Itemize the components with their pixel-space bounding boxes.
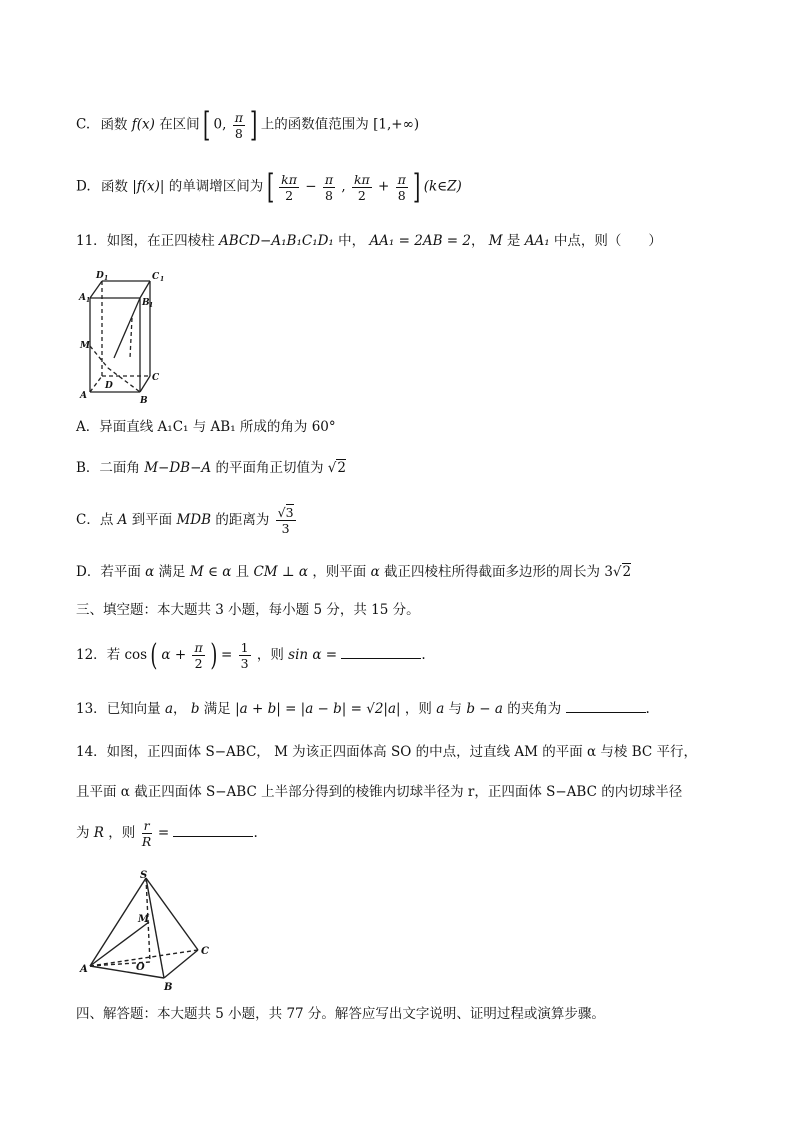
label-A2: A	[80, 964, 88, 975]
label-C: C	[152, 373, 160, 383]
label-A: A	[80, 391, 87, 401]
label-S: S	[140, 870, 148, 881]
section-4-heading: 四、解答题：本大题共 5 小题，共 77 分。解答应写出文字说明、证明过程或演算步骤。	[76, 1006, 605, 1022]
q11-option-d: D．若平面 α 满足 M ∈ α 且 CM ⊥ α ，则平面 α 截正四棱柱所得截面多边形的周长为 3√2	[76, 564, 632, 580]
q14-line-1: 14．如图，正四面体 S−ABC， M 为该正四面体高 SO 的中点，过直线 AM 的平面 α 与棱 BC 平行，	[76, 744, 698, 760]
q11-option-a: A．异面直线 A₁C₁ 与 AB₁ 所成的角为 60°	[76, 419, 336, 435]
q14-line-2: 且平面 α 截正四面体 S−ABC 上半部分得到的棱锥内切球半径为 r，正四面体 S−ABC 的内切球半径	[76, 784, 683, 800]
q11-option-b: B．二面角 M−DB−A 的平面角正切值为 √2	[76, 460, 346, 476]
section-3-heading: 三、填空题：本大题共 3 小题，每小题 5 分，共 15 分。	[76, 602, 420, 618]
label-C1: C	[152, 272, 160, 282]
label-O: O	[136, 962, 145, 973]
answer-blank-q14	[173, 824, 253, 837]
fraction-sqrt3-over-3: $\frac{√3}{3}$	[277, 505, 294, 536]
answer-blank-q13	[566, 700, 646, 713]
label-B1: B	[142, 298, 150, 308]
label-C2: C	[201, 946, 209, 957]
q12: 12．若 cos ( α + $\frac{\pi}{2}$ ) = $\frac{1}{3}$ ，则 sin α = .	[76, 637, 426, 673]
label-A1: A	[79, 293, 86, 303]
label-D: D	[105, 381, 113, 391]
label-B: B	[140, 396, 148, 406]
q14-line-3: 为 R ，则 $\frac{r}{R}$ = .	[76, 818, 258, 849]
label-B2: B	[164, 982, 173, 993]
svg-text:1: 1	[86, 297, 91, 304]
answer-blank-q12	[341, 646, 421, 659]
q10-option-c: C. 函数 f(x) 在区间 [ 0, $\frac{\pi}{8}$ ] 上的函数值范围为 [1,+∞)	[76, 105, 420, 145]
sqrt-2: √2	[327, 460, 346, 476]
q10-option-d: D. 函数 |f(x)| 的单调增区间为 [ $\frac{k\pi}{2}$ − $\frac{\pi}{8}$ , $\frac{k\pi}{2}$ + $\frac{\pi}{8}$ ] (k∈Z)	[76, 167, 462, 207]
label-D1: D	[96, 271, 104, 281]
prism-figure	[78, 268, 168, 406]
q11-stem: 11．如图，在正四棱柱 ABCD−A₁B₁C₁D₁ 中， AA₁ = 2AB = 2， M 是 AA₁ 中点，则（ ）	[76, 233, 662, 249]
q11-option-c: C．点 A 到平面 MDB 的距离为 $\frac{√3}{3}$	[76, 505, 294, 536]
svg-text:1: 1	[104, 275, 109, 282]
label-M2: M	[138, 914, 150, 925]
q13: 13．已知向量 a， b 满足 |a + b| = |a − b| = √2|a| ，则 a 与 b − a 的夹角为 .	[76, 701, 650, 717]
fraction-pi-over-8: $\frac{\pi}{8}$	[234, 109, 243, 141]
svg-text:1: 1	[160, 276, 165, 283]
label-M: M	[80, 341, 90, 351]
tetrahedron-figure	[78, 868, 218, 994]
svg-text:1: 1	[149, 302, 154, 309]
